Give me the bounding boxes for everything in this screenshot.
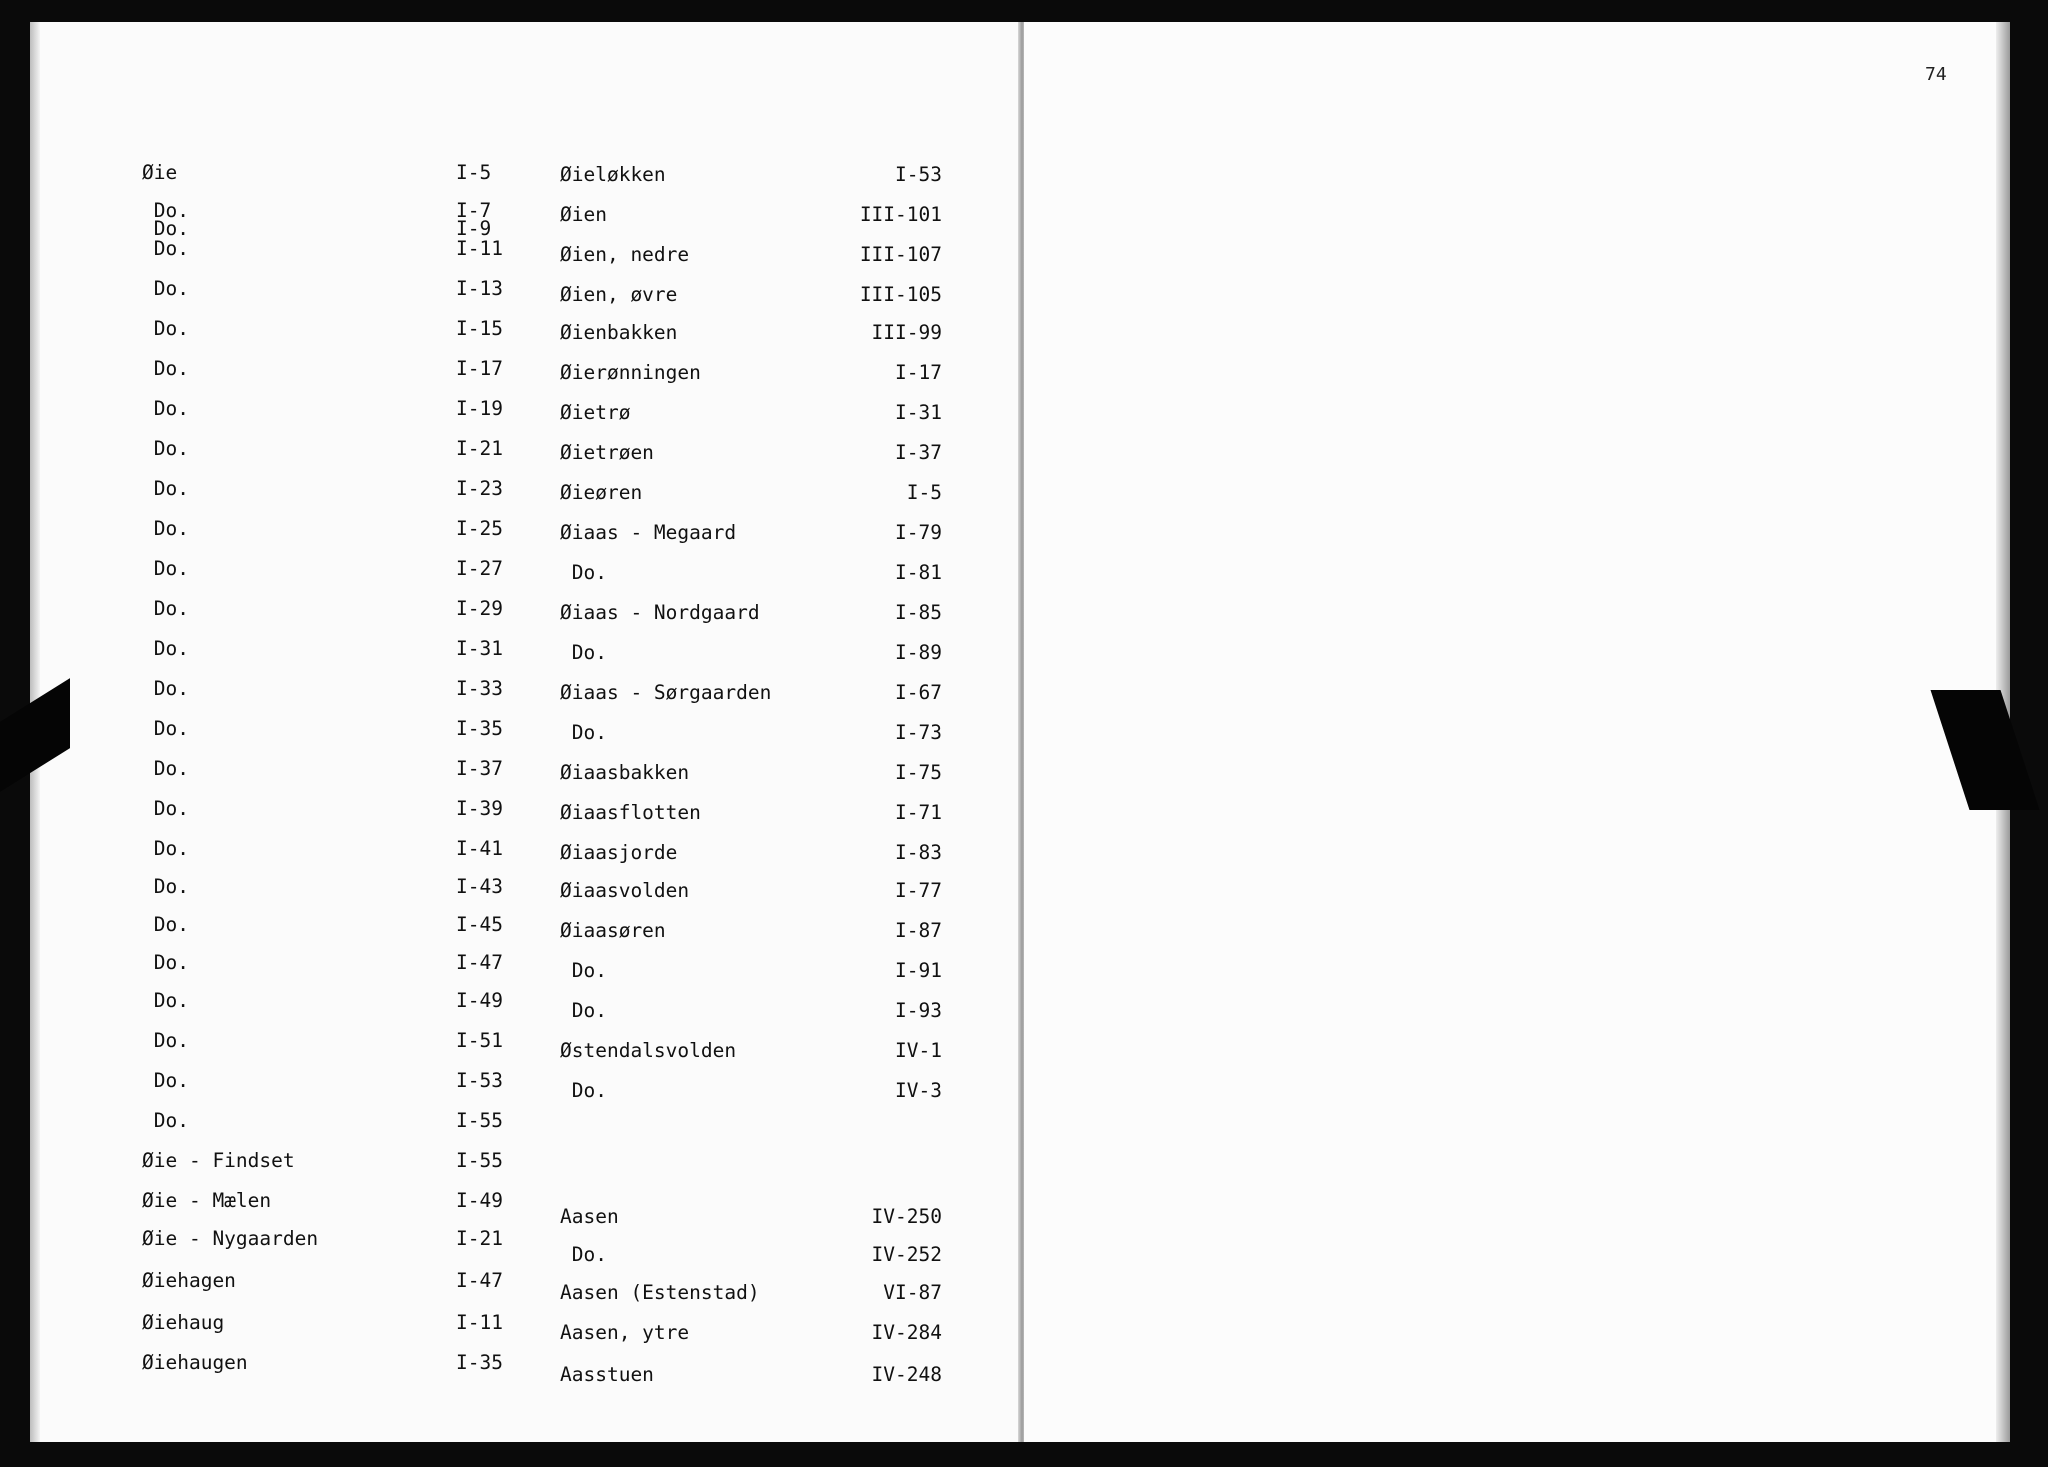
volume-reference: I-35 [456, 1351, 503, 1374]
place-name: Øiaas - Sørgaarden [560, 681, 772, 704]
place-name: Aasen [560, 1205, 619, 1228]
place-name: Do. [560, 1243, 607, 1266]
volume-reference: I-85 [895, 601, 942, 624]
place-name: Do. [142, 477, 189, 500]
volume-reference: I-21 [456, 1227, 503, 1250]
volume-reference: I-19 [456, 397, 503, 420]
place-name: Aasstuen [560, 1363, 654, 1386]
place-name: Aasen, ytre [560, 1321, 690, 1344]
place-name: Do. [142, 913, 189, 936]
volume-reference: I-47 [456, 951, 503, 974]
volume-reference: I-13 [456, 277, 503, 300]
volume-reference: I-11 [456, 1311, 503, 1334]
volume-reference: I-29 [456, 597, 503, 620]
volume-reference: IV-284 [871, 1321, 942, 1344]
volume-reference: I-33 [456, 677, 503, 700]
volume-reference: I-5 [906, 481, 942, 504]
place-name: Do. [142, 637, 189, 660]
place-name: Øie - Mælen [142, 1189, 272, 1212]
volume-reference: I-49 [456, 1189, 503, 1212]
place-name: Do. [560, 959, 607, 982]
volume-reference: I-43 [456, 875, 503, 898]
left-page [30, 22, 1020, 1442]
volume-reference: I-79 [895, 521, 942, 544]
place-name: Do. [560, 641, 607, 664]
volume-reference: III-99 [871, 321, 942, 344]
place-name: Do. [142, 1069, 189, 1092]
place-name: Øieløkken [560, 163, 666, 186]
place-name: Do. [560, 721, 607, 744]
volume-reference: I-53 [456, 1069, 503, 1092]
place-name: Do. [142, 597, 189, 620]
place-name: Aasen (Estenstad) [560, 1281, 760, 1304]
volume-reference: III-107 [859, 243, 942, 266]
place-name: Østendalsvolden [560, 1039, 737, 1062]
place-name: Do. [560, 999, 607, 1022]
place-name: Do. [142, 517, 189, 540]
volume-reference: I-21 [456, 437, 503, 460]
place-name: Øiaas - Nordgaard [560, 601, 760, 624]
volume-reference: IV-250 [871, 1205, 942, 1228]
volume-reference: I-39 [456, 797, 503, 820]
place-name: Øietrøen [560, 441, 654, 464]
volume-reference: I-25 [456, 517, 503, 540]
volume-reference: I-37 [895, 441, 942, 464]
volume-reference: I-11 [456, 237, 503, 260]
volume-reference: I-91 [895, 959, 942, 982]
volume-reference: I-83 [895, 841, 942, 864]
place-name: Do. [142, 217, 189, 240]
volume-reference: I-7 [456, 199, 492, 222]
volume-reference: I-81 [895, 561, 942, 584]
place-name: Do. [142, 989, 189, 1012]
place-name: Do. [142, 199, 189, 222]
place-name: Do. [142, 277, 189, 300]
volume-reference: I-67 [895, 681, 942, 704]
volume-reference: I-35 [456, 717, 503, 740]
volume-reference: I-71 [895, 801, 942, 824]
volume-reference: IV-3 [895, 1079, 942, 1102]
volume-reference: I-5 [456, 161, 492, 184]
place-name: Do. [142, 1109, 189, 1132]
place-name: Øie [142, 161, 178, 184]
place-name: Øien [560, 203, 607, 226]
volume-reference: I-87 [895, 919, 942, 942]
place-name: Do. [560, 1079, 607, 1102]
place-name: Øierønningen [560, 361, 701, 384]
place-name: Do. [142, 1029, 189, 1052]
place-name: Øietrø [560, 401, 631, 424]
volume-reference: I-77 [895, 879, 942, 902]
volume-reference: I-17 [895, 361, 942, 384]
place-name: Øiehaugen [142, 1351, 248, 1374]
volume-reference: I-41 [456, 837, 503, 860]
volume-reference: I-49 [456, 989, 503, 1012]
place-name: Øiaasøren [560, 919, 666, 942]
place-name: Øiaasflotten [560, 801, 701, 824]
place-name: Øiaasvolden [560, 879, 690, 902]
place-name: Do. [142, 837, 189, 860]
volume-reference: I-31 [895, 401, 942, 424]
place-name: Do. [142, 437, 189, 460]
place-name: Øien, nedre [560, 243, 690, 266]
volume-reference: I-45 [456, 913, 503, 936]
place-name: Øieøren [560, 481, 643, 504]
volume-reference: I-93 [895, 999, 942, 1022]
place-name: Do. [560, 561, 607, 584]
volume-reference: IV-252 [871, 1243, 942, 1266]
volume-reference: I-53 [895, 163, 942, 186]
volume-reference: I-17 [456, 357, 503, 380]
place-name: Do. [142, 397, 189, 420]
place-name: Do. [142, 677, 189, 700]
place-name: Øiaas - Megaard [560, 521, 737, 544]
right-page [1024, 22, 2010, 1442]
place-name: Do. [142, 951, 189, 974]
volume-reference: I-55 [456, 1149, 503, 1172]
place-name: Øiaasjorde [560, 841, 678, 864]
place-name: Do. [142, 557, 189, 580]
place-name: Øie - Findset [142, 1149, 295, 1172]
book-spread [30, 22, 2010, 1442]
volume-reference: I-73 [895, 721, 942, 744]
volume-reference: I-9 [456, 217, 492, 240]
place-name: Do. [142, 237, 189, 260]
volume-reference: VI-87 [883, 1281, 942, 1304]
place-name: Do. [142, 797, 189, 820]
place-name: Do. [142, 875, 189, 898]
volume-reference: I-27 [456, 557, 503, 580]
volume-reference: I-51 [456, 1029, 503, 1052]
place-name: Øie - Nygaarden [142, 1227, 319, 1250]
volume-reference: IV-248 [871, 1363, 942, 1386]
volume-reference: I-15 [456, 317, 503, 340]
volume-reference: I-89 [895, 641, 942, 664]
page-number: 74 [1925, 64, 1947, 85]
place-name: Øiehagen [142, 1269, 236, 1292]
volume-reference: III-101 [859, 203, 942, 226]
volume-reference: I-75 [895, 761, 942, 784]
place-name: Do. [142, 357, 189, 380]
place-name: Do. [142, 317, 189, 340]
place-name: Øien, øvre [560, 283, 678, 306]
place-name: Øiaasbakken [560, 761, 690, 784]
volume-reference: III-105 [859, 283, 942, 306]
volume-reference: I-23 [456, 477, 503, 500]
place-name: Øienbakken [560, 321, 678, 344]
volume-reference: I-55 [456, 1109, 503, 1132]
place-name: Do. [142, 757, 189, 780]
volume-reference: IV-1 [895, 1039, 942, 1062]
place-name: Øiehaug [142, 1311, 225, 1334]
volume-reference: I-47 [456, 1269, 503, 1292]
place-name: Do. [142, 717, 189, 740]
volume-reference: I-37 [456, 757, 503, 780]
volume-reference: I-31 [456, 637, 503, 660]
